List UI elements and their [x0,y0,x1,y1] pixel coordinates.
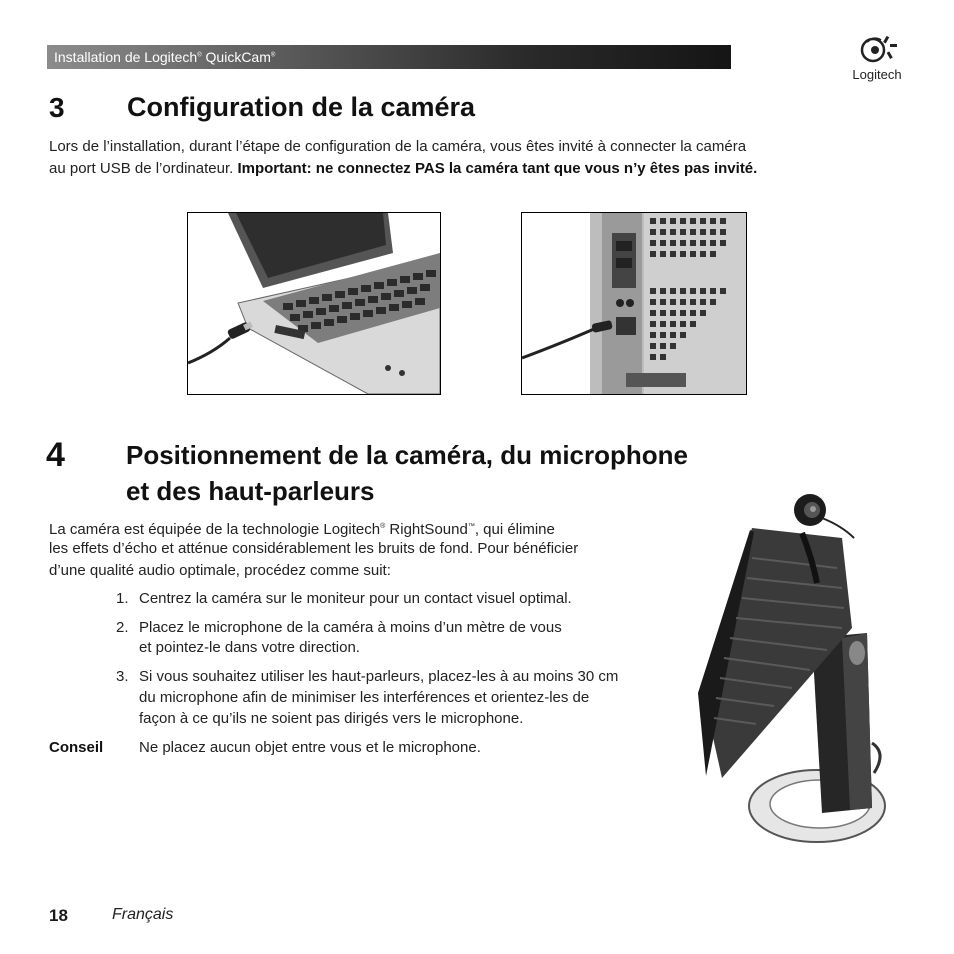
desktop-usb-illustration [521,212,747,395]
tip-label: Conseil [49,739,104,756]
step-3-text-line2: du microphone afin de minimiser les interférences et orientez-les de [139,689,590,706]
header-title-part1: Installation de Logitech [54,49,198,65]
step-2-text-line2: et pointez-le dans votre direction. [139,639,360,656]
laptop-image [188,213,440,394]
section-4-title-line1: Positionnement de la caméra, du microphone [126,440,689,470]
section-4-intro-line2: les effets d’écho et atténue considérablement les bruits de fond. Pour bénéficier [49,540,579,557]
step-3-text-line3: façon à ce qu’ils ne soient pas dirigés vers le microphone. [139,710,524,727]
body-text: au port USB de l’ordinateur. [49,160,238,177]
body-text: La caméra est équipée de la technologie Logitech [49,521,381,538]
monitor-webcam-illustration [692,488,892,850]
registered-mark: ® [270,52,276,59]
registered-mark: ® [197,52,202,59]
section-4-intro-line3: d’une qualité audio optimale, procédez comme suit: [49,562,391,579]
section-4-number: 4 [46,436,65,474]
tip-text: Ne placez aucun objet entre vous et le microphone. [139,739,481,756]
section-3-title: Configuration de la caméra [127,92,476,122]
important-warning: Important: ne connectez PAS la caméra tant que vous n’y êtes pas invité. [237,160,758,177]
logitech-eye-icon [845,30,909,70]
monitor-with-camera-image [692,488,892,850]
step-2-number: 2. [116,619,129,636]
header-bar [47,45,731,69]
registered-mark: ® [380,523,386,530]
step-1-text: Centrez la caméra sur le moniteur pour un contact visuel optimal. [139,590,572,607]
desktop-tower-image [522,213,746,394]
step-2-text-line1: Placez le microphone de la caméra à moins d’un mètre de vous [139,619,562,636]
logo-wordmark: Logitech [852,67,902,82]
footer-language: Français [112,906,174,923]
step-3-number: 3. [116,668,129,685]
page-number: 18 [49,906,68,925]
body-text: RightSound [385,521,468,538]
section-3-body-line2 [49,158,757,180]
header-title-part2: QuickCam [201,49,271,65]
step-1-number: 1. [116,590,129,607]
section-3-body-line1: Lors de l’installation, durant l’étape de configuration de la caméra, vous êtes invité à connecter la caméra [49,138,747,155]
trademark-mark: ™ [467,523,475,530]
body-text: , qui élimine [474,521,555,538]
laptop-usb-illustration [187,212,441,395]
section-3-number: 3 [49,92,65,123]
step-3-text-line1: Si vous souhaitez utiliser les haut-parleurs, placez-les à au moins 30 cm [139,668,619,685]
header-title [54,49,275,65]
logitech-logo [845,30,909,86]
section-4-title-line2: et des haut-parleurs [126,476,375,506]
